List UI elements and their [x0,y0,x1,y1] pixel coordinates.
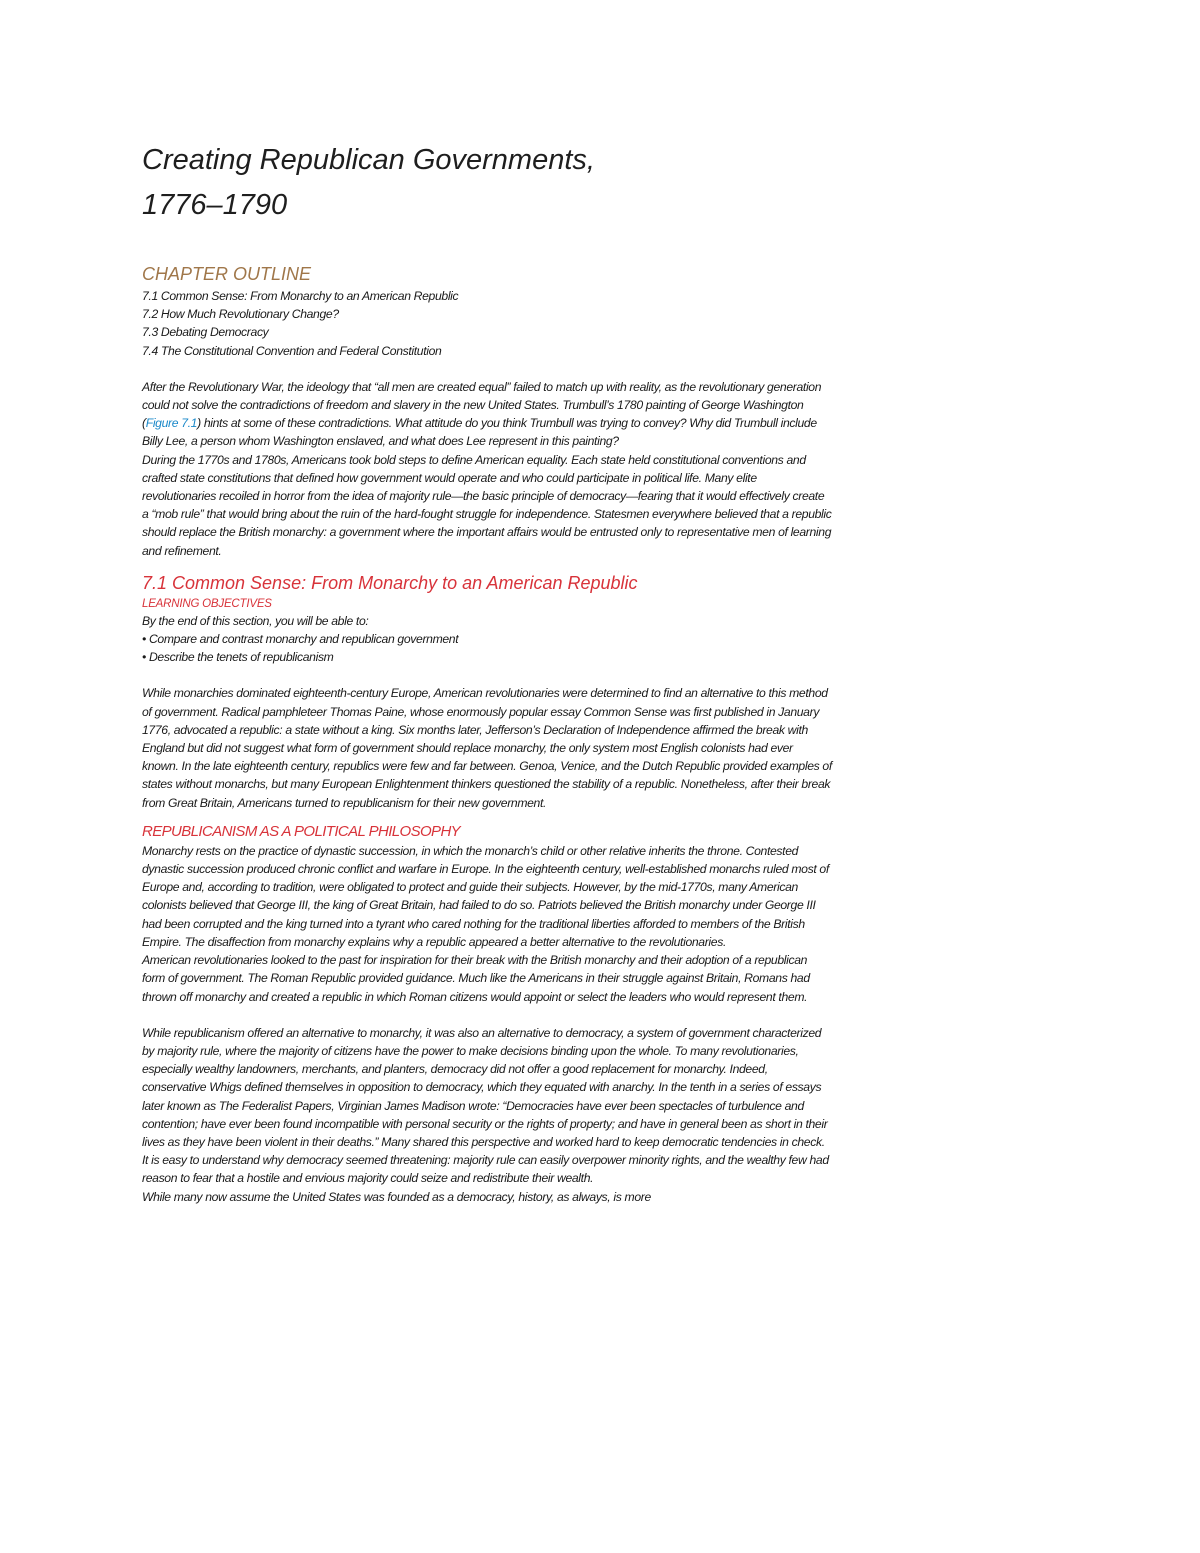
chapter-outline-heading: CHAPTER OUTLINE [142,264,312,284]
section-7-1-paragraph: While monarchies dominated eighteenth-century Europe, American revolutionaries were determined to find an alternative to this method of government. Radical pamphleteer Thomas Paine, whose enormously popular essay Common Sense was first published in January 1776, advocated a republic: a state without a king. Six months later, Jefferson’s Declaration of Independence affirmed the break with England but did not suggest what form of government should replace monarchy, the only system most English colonists had ever known. In the late eighteenth century, republics were few and far between. Genoa, Venice, and the Dutch Republic provided examples of states without monarchs, but many European Enlightenment thinkers questioned the stability of a republic. Nonetheless, after their break from Great Britain, Americans turned to republicanism for their new government. [142,686,832,810]
republicanism-paragraph-4: While many now assume the United States was founded as a democracy, history, as always, is more [142,1189,651,1204]
chapter-title-line2: 1776–1790 [142,189,288,221]
document-page [142,138,832,1206]
figure-link[interactable]: Figure 7.1 [145,416,198,431]
learning-objective-item: • Compare and contrast monarchy and republican government [142,632,459,647]
learning-objectives-intro: By the end of this section, you will be able to: [142,613,369,628]
republicanism-paragraph-2: American revolutionaries looked to the past for inspiration for their break with the British monarchy and their adoption of a republican form of government. The Roman Republic provided guidance. Much like the Americans in their struggle against Britain, Romans had thrown off monarchy and created a republic in which Roman citizens would appoint or select the leaders who would represent them. [142,953,810,1004]
intro-paragraph-2: During the 1770s and 1780s, Americans took bold steps to define American equality. Each state held constitutional conventions and crafted state constitutions that defined how government would operate and who could participate in political life. Many elite revolutionaries recoiled in horror from the idea of majority rule—the basic principle of democracy—fearing that it would effectively create a “mob rule” that would bring about the ruin of the hard-fought struggle for independence. Statesmen everywhere believed that a republic should replace the British monarchy: a government where the important affairs would be entrusted only to representative men of learning and refinement. [142,452,832,558]
chapter-title-line1: Creating Republican Governments, [142,144,595,176]
republicanism-heading: REPUBLICANISM AS A POLITICAL PHILOSOPHY [142,822,461,840]
chapter-title [142,138,832,228]
section-7-1-heading: 7.1 Common Sense: From Monarchy to an American Republic [142,572,638,593]
chapter-outline-list [142,287,832,360]
outline-item[interactable]: 7.1 Common Sense: From Monarchy to an American Republic [142,289,459,303]
republicanism-paragraph-3: While republicanism offered an alternative to monarchy, it was also an alternative to democracy, a system of government characterized by majority rule, where the majority of citizens have the power to make decisions binding upon the whole. To many revolutionaries, especially wealthy landowners, merchants, and planters, democracy did not offer a good replacement for monarchy. Indeed, conservative Whigs defined themselves in opposition to democracy, which they equated with anarchy. In the tenth in a series of essays later known as The Federalist Papers, Virginian James Madison wrote: “Democracies have ever been spectacles of turbulence and contention; have ever been found incompatible with personal security or the rights of property; and have in general been as short in their lives as they have been violent in their deaths.” Many shared this perspective and worked hard to keep democratic tendencies in check. It is easy to understand why democracy seemed threatening: majority rule can easily overpower minority rights, and the wealthy few had reason to fear that a hostile and envious majority could seize and redistribute their wealth. [142,1025,829,1186]
intro-paragraph-1: After the Revolutionary War, the ideology that “all men are created equal” failed to match up with reality, as the revolutionary generation could not solve the contradictions of freedom and slavery in the new United States. Trumbull’s 1780 painting of George Washington (Figure 7.1) hints at some of these contradictions. What attitude do you think Trumbull was trying to convey? Why did Trumbull include Billy Lee, a person whom Washington enslaved, and what does Lee represent in this painting? [142,379,822,449]
republicanism-paragraph-1: Monarchy rests on the practice of dynastic succession, in which the monarch’s child or other relative inherits the throne. Contested dynastic succession produced chronic conflict and warfare in Europe. In the eighteenth century, well-established monarchs ruled most of Europe and, according to tradition, were obligated to protect and guide their subjects. However, by the mid-1770s, many American colonists believed that George III, the king of Great Britain, had failed to do so. Patriots believed the British monarchy under George III had been corrupted and the king turned into a tyrant who cared nothing for the traditional liberties afforded to members of the British Empire. The disaffection from monarchy explains why a republic appeared a better alternative to the revolutionaries. [142,843,829,949]
outline-item[interactable]: 7.4 The Constitutional Convention and Federal Constitution [142,343,442,358]
outline-item[interactable]: 7.3 Debating Democracy [142,325,269,340]
outline-item[interactable]: 7.2 How Much Revolutionary Change? [142,307,339,322]
learning-objectives-heading: LEARNING OBJECTIVES [142,597,272,610]
learning-objective-item: • Describe the tenets of republicanism [142,650,334,665]
